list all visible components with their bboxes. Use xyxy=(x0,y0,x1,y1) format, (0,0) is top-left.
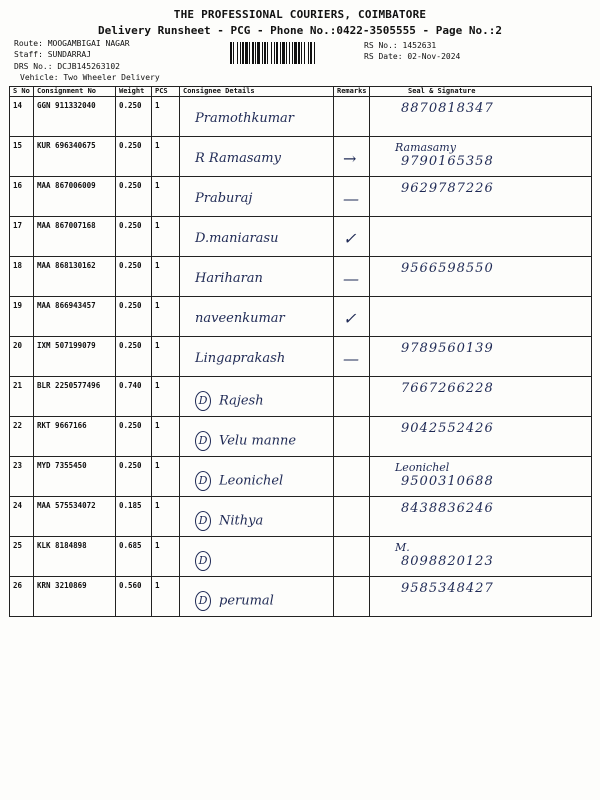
table-row xyxy=(10,97,592,137)
row-weight: 0.250 xyxy=(116,257,152,297)
row-consignee xyxy=(180,537,334,577)
barcode xyxy=(230,42,356,64)
signature-phone: 7667266228 xyxy=(401,381,494,396)
row-sno: 15 xyxy=(10,137,34,177)
table-row xyxy=(10,577,592,617)
row-pcs: 1 xyxy=(152,257,180,297)
row-signature xyxy=(370,177,592,217)
consignee-name-text: Praburaj xyxy=(195,191,253,206)
row-pcs: 1 xyxy=(152,217,180,257)
row-signature xyxy=(370,417,592,457)
row-consignee xyxy=(180,577,334,617)
table-row xyxy=(10,217,592,257)
row-signature xyxy=(370,377,592,417)
row-consignment-no: MAA 867006009 xyxy=(34,177,116,217)
row-sno: 20 xyxy=(10,337,34,377)
row-sno: 24 xyxy=(10,497,34,537)
row-consignee xyxy=(180,177,334,217)
row-weight: 0.685 xyxy=(116,537,152,577)
delivered-circle-mark: D xyxy=(195,551,211,571)
remark-mark: ✓ xyxy=(343,229,357,248)
consignee-name-text: Leonichel xyxy=(219,473,284,489)
delivered-circle-mark: D xyxy=(195,391,211,411)
table-row xyxy=(10,297,592,337)
consignee-handwritten-name xyxy=(195,471,330,491)
remark-mark: → xyxy=(343,149,357,168)
consignee-name-text: Pramothkumar xyxy=(195,111,295,126)
col-header-consignment: Consignment No xyxy=(34,87,116,97)
row-signature xyxy=(370,297,592,337)
row-consignee xyxy=(180,377,334,417)
runsheet-table xyxy=(9,86,592,617)
row-signature xyxy=(370,577,592,617)
signature-phone: 9629787226 xyxy=(401,181,494,196)
delivered-circle-mark: D xyxy=(195,591,211,611)
row-consignee xyxy=(180,497,334,537)
runsheet-title: Delivery Runsheet - PCG - Phone No.:0422-3505555 - Page No.:2 xyxy=(98,24,502,37)
row-consignment-no: KLK 8184898 xyxy=(34,537,116,577)
consignee-handwritten-name xyxy=(195,591,330,611)
row-pcs: 1 xyxy=(152,377,180,417)
row-sno: 16 xyxy=(10,177,34,217)
row-weight: 0.250 xyxy=(116,297,152,337)
row-pcs: 1 xyxy=(152,97,180,137)
row-consignment-no: RKT 9667166 xyxy=(34,417,116,457)
row-pcs: 1 xyxy=(152,537,180,577)
remark-mark: — xyxy=(343,189,359,208)
row-remarks xyxy=(334,297,370,337)
row-consignee xyxy=(180,217,334,257)
row-remarks xyxy=(334,417,370,457)
remark-mark: — xyxy=(343,349,359,368)
table-row xyxy=(10,457,592,497)
delivered-circle-mark: D xyxy=(195,511,211,531)
row-signature xyxy=(370,217,592,257)
consignee-name-text: Rajesh xyxy=(219,393,264,409)
row-remarks xyxy=(334,137,370,177)
row-weight: 0.185 xyxy=(116,497,152,537)
row-weight: 0.250 xyxy=(116,457,152,497)
drs-label: DRS No.: DCJB145263102 xyxy=(14,62,120,71)
row-weight: 0.250 xyxy=(116,337,152,377)
row-sno: 25 xyxy=(10,537,34,577)
row-consignment-no: IXM 507199079 xyxy=(34,337,116,377)
table-row xyxy=(10,257,592,297)
signature-phone: 9789560139 xyxy=(401,341,494,356)
delivered-circle-mark: D xyxy=(195,471,211,491)
signature-phone: 9790165358 xyxy=(401,154,494,169)
row-pcs: 1 xyxy=(152,497,180,537)
row-remarks xyxy=(334,217,370,257)
row-remarks xyxy=(334,177,370,217)
col-header-signature: Seal & Signature xyxy=(370,87,592,97)
signature-phone: 9042552426 xyxy=(401,421,494,436)
row-signature xyxy=(370,97,592,137)
row-weight: 0.250 xyxy=(116,417,152,457)
row-pcs: 1 xyxy=(152,417,180,457)
row-consignment-no: KUR 696340675 xyxy=(34,137,116,177)
consignee-name-text: Lingaprakash xyxy=(195,351,286,366)
row-consignee xyxy=(180,97,334,137)
row-sno: 17 xyxy=(10,217,34,257)
rs-date: RS Date: 02-Nov-2024 xyxy=(364,52,461,61)
row-remarks xyxy=(334,537,370,577)
consignee-handwritten-name xyxy=(195,551,330,571)
signature-name: Leonichel xyxy=(395,461,450,474)
consignee-handwritten-name xyxy=(195,311,330,326)
consignee-handwritten-name xyxy=(195,431,330,451)
signature-phone: 8438836246 xyxy=(401,501,494,516)
row-sno: 23 xyxy=(10,457,34,497)
row-remarks xyxy=(334,457,370,497)
signature-phone: 9566598550 xyxy=(401,261,494,276)
table-row xyxy=(10,417,592,457)
signature-name: Ramasamy xyxy=(395,141,456,154)
consignee-handwritten-name xyxy=(195,191,330,206)
row-weight: 0.250 xyxy=(116,97,152,137)
consignee-name-text: Hariharan xyxy=(195,271,263,286)
row-weight: 0.250 xyxy=(116,177,152,217)
consignee-name-text: D.maniarasu xyxy=(195,231,279,246)
consignee-name-text: perumal xyxy=(219,593,274,609)
table-row xyxy=(10,537,592,577)
consignee-name-text: R Ramasamy xyxy=(195,151,281,166)
signature-phone: 9500310688 xyxy=(401,474,494,489)
signature-phone: 8098820123 xyxy=(401,554,494,569)
consignee-handwritten-name xyxy=(195,391,330,411)
row-weight: 0.250 xyxy=(116,137,152,177)
remark-mark: ✓ xyxy=(343,309,357,328)
row-consignee xyxy=(180,417,334,457)
row-consignment-no: MAA 575534072 xyxy=(34,497,116,537)
row-remarks xyxy=(334,257,370,297)
table-row xyxy=(10,377,592,417)
row-consignee xyxy=(180,337,334,377)
row-pcs: 1 xyxy=(152,577,180,617)
remark-mark: — xyxy=(343,269,359,288)
row-sno: 26 xyxy=(10,577,34,617)
row-consignment-no: MAA 868130162 xyxy=(34,257,116,297)
col-header-sno: S No xyxy=(10,87,34,97)
consignee-handwritten-name xyxy=(195,511,330,531)
consignee-name-text: Nithya xyxy=(219,513,264,529)
row-weight: 0.740 xyxy=(116,377,152,417)
row-remarks xyxy=(334,97,370,137)
staff-label: Staff: SUNDARRAJ xyxy=(14,50,92,59)
row-weight: 0.560 xyxy=(116,577,152,617)
row-pcs: 1 xyxy=(152,457,180,497)
row-remarks xyxy=(334,337,370,377)
row-pcs: 1 xyxy=(152,337,180,377)
signature-phone: 8870818347 xyxy=(401,101,494,116)
row-consignment-no: BLR 2250577496 xyxy=(34,377,116,417)
row-consignee xyxy=(180,257,334,297)
row-consignee xyxy=(180,297,334,337)
row-consignment-no: MAA 867007168 xyxy=(34,217,116,257)
row-sno: 14 xyxy=(10,97,34,137)
signature-phone: 9585348427 xyxy=(401,581,494,596)
route-label: Route: MOOGAMBIGAI NAGAR xyxy=(14,39,130,48)
row-remarks xyxy=(334,377,370,417)
consignee-handwritten-name xyxy=(195,271,330,286)
row-consignee xyxy=(180,457,334,497)
signature-name: M. xyxy=(395,541,410,554)
row-signature xyxy=(370,497,592,537)
row-consignment-no: MAA 866943457 xyxy=(34,297,116,337)
vehicle-label: Vehicle: Two Wheeler Delivery xyxy=(20,73,160,82)
row-remarks xyxy=(334,577,370,617)
company-title: THE PROFESSIONAL COURIERS, COIMBATORE xyxy=(173,8,427,21)
rs-number: RS No.: 1452631 xyxy=(364,41,437,50)
row-signature xyxy=(370,257,592,297)
consignee-handwritten-name xyxy=(195,351,330,366)
row-sno: 18 xyxy=(10,257,34,297)
row-remarks xyxy=(334,497,370,537)
row-signature xyxy=(370,337,592,377)
row-sno: 22 xyxy=(10,417,34,457)
row-consignee xyxy=(180,137,334,177)
table-header-row xyxy=(10,87,592,97)
table-row xyxy=(10,337,592,377)
consignee-handwritten-name xyxy=(195,151,330,166)
table-row xyxy=(10,177,592,217)
row-pcs: 1 xyxy=(152,177,180,217)
consignee-name-text: naveenkumar xyxy=(195,311,285,326)
col-header-weight: Weight xyxy=(116,87,152,97)
row-sno: 19 xyxy=(10,297,34,337)
col-header-consignee: Consignee Details xyxy=(180,87,334,97)
consignee-handwritten-name xyxy=(195,231,330,246)
row-consignment-no: GGN 911332040 xyxy=(34,97,116,137)
col-header-remarks: Remarks xyxy=(334,87,370,97)
row-pcs: 1 xyxy=(152,137,180,177)
consignee-name-text: Velu manne xyxy=(219,433,297,449)
row-consignment-no: MYD 7355450 xyxy=(34,457,116,497)
row-signature xyxy=(370,137,592,177)
col-header-pcs: PCS xyxy=(152,87,180,97)
row-consignment-no: KRN 3210869 xyxy=(34,577,116,617)
row-weight: 0.250 xyxy=(116,217,152,257)
table-row xyxy=(10,497,592,537)
delivered-circle-mark: D xyxy=(195,431,211,451)
table-row xyxy=(10,137,592,177)
row-sno: 21 xyxy=(10,377,34,417)
row-signature xyxy=(370,457,592,497)
row-pcs: 1 xyxy=(152,297,180,337)
row-signature xyxy=(370,537,592,577)
consignee-handwritten-name xyxy=(195,111,330,126)
